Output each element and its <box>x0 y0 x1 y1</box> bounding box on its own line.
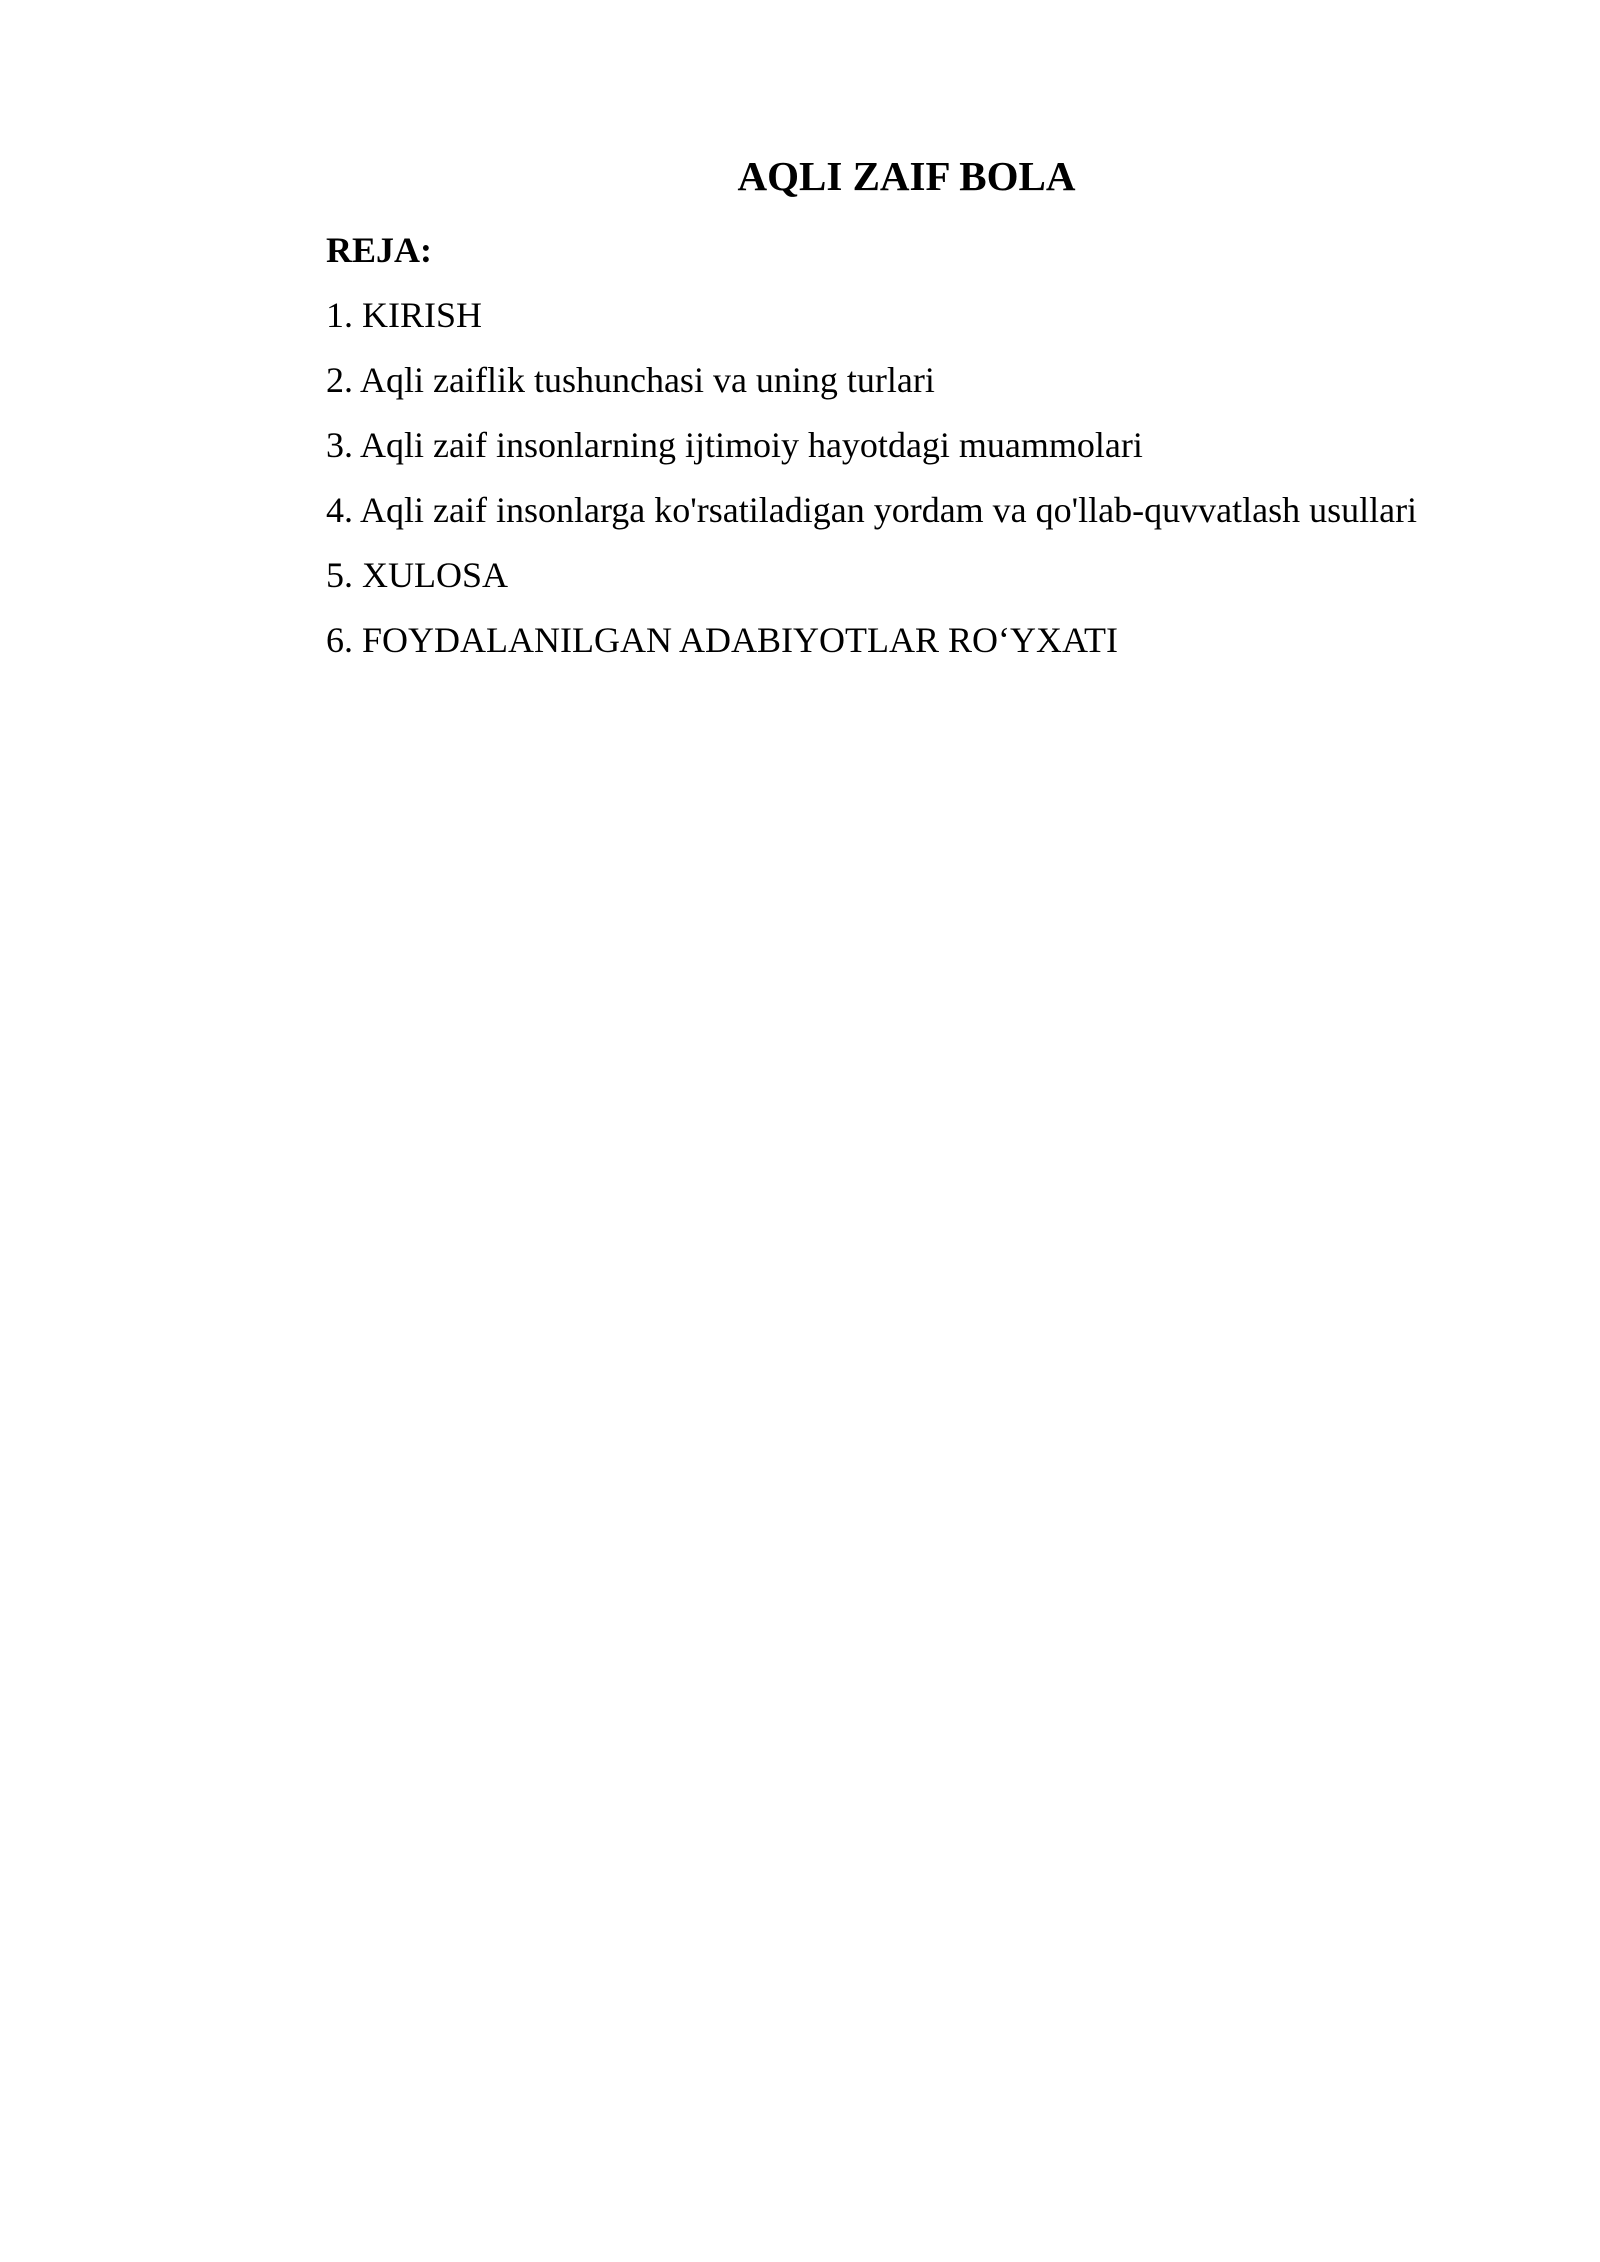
plan-item-social-problems: 3. Aqli zaif insonlarning ijtimoiy hayotdagi muammolari <box>326 425 1143 465</box>
plan-list <box>326 290 1526 665</box>
document-title: AQLI ZAIF BOLA <box>737 153 1076 199</box>
plan-item-conclusion: 5. XULOSA <box>326 555 509 595</box>
plan-item-support-methods: 4. Aqli zaif insonlarga ko'rsatiladigan yordam va qo'llab-quvvatlash usullari <box>326 490 1418 530</box>
plan-heading: REJA: <box>326 230 432 270</box>
plan-item-concept-and-types: 2. Aqli zaiflik tushunchasi va uning turlari <box>326 360 935 400</box>
plan-item-introduction: 1. KIRISH <box>326 295 483 335</box>
plan-item-references: 6. FOYDALANILGAN ADABIYOTLAR RO‘YXATI <box>326 620 1118 660</box>
plan-section <box>326 225 1526 680</box>
